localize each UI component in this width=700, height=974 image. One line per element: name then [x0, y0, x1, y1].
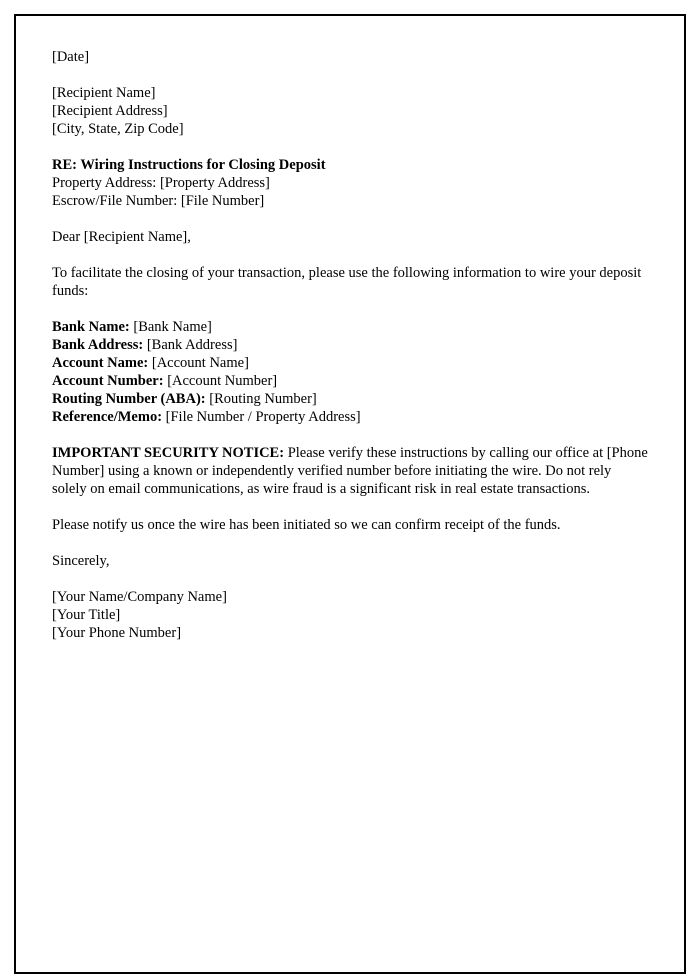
wire-detail-row: [52, 372, 648, 390]
wire-detail-row: [52, 336, 648, 354]
recipient-city-state-zip: [City, State, Zip Code]: [52, 121, 184, 137]
closing-line: Sincerely,: [52, 553, 110, 569]
property-address-label: Property Address:: [52, 175, 157, 191]
security-notice-label: IMPORTANT SECURITY NOTICE:: [52, 445, 285, 461]
wire-detail-row: [52, 408, 648, 426]
account-number-value: [Account Number]: [167, 373, 278, 389]
salutation: Dear [Recipient Name],: [52, 229, 191, 245]
reference-memo-value: [File Number / Property Address]: [165, 409, 361, 425]
account-name-value: [Account Name]: [151, 355, 249, 371]
routing-number-value: [Routing Number]: [209, 391, 317, 407]
escrow-file-label: Escrow/File Number:: [52, 193, 178, 209]
signature-block: [52, 588, 648, 642]
recipient-name: [Recipient Name]: [52, 85, 156, 101]
reference-memo-label: Reference/Memo:: [52, 409, 163, 425]
signature-phone: [Your Phone Number]: [52, 625, 182, 641]
bank-address-value: [Bank Address]: [146, 337, 238, 353]
recipient-block: [52, 84, 648, 138]
security-notice-paragraph: [52, 444, 648, 498]
escrow-file-line: [52, 192, 648, 210]
signature-title: [Your Title]: [52, 607, 121, 623]
bank-name-label: Bank Name:: [52, 319, 130, 335]
account-name-label: Account Name:: [52, 355, 149, 371]
escrow-file-value: [File Number]: [180, 193, 265, 209]
letter-page: [14, 14, 686, 974]
subject-block: [52, 156, 648, 210]
signature-name: [Your Name/Company Name]: [52, 589, 227, 605]
security-notice-text: Please verify these instructions by calling our office at [Phone Number] using a known or independently verified number before initiating the wire. Do not rely solely on email communications, as wire fraud is a significant risk in real estate transactions.: [52, 445, 648, 497]
routing-number-label: Routing Number (ABA):: [52, 391, 206, 407]
date-block: [52, 48, 648, 66]
wire-detail-row: [52, 318, 648, 336]
property-address-value: [Property Address]: [159, 175, 270, 191]
bank-address-label: Bank Address:: [52, 337, 144, 353]
account-number-label: Account Number:: [52, 373, 164, 389]
wire-details-block: [52, 318, 648, 426]
subject-line: RE: Wiring Instructions for Closing Deposit: [52, 157, 326, 173]
date-line: [Date]: [52, 49, 90, 65]
recipient-address: [Recipient Address]: [52, 103, 168, 119]
wire-detail-row: [52, 390, 648, 408]
notify-paragraph: Please notify us once the wire has been initiated so we can confirm receipt of the funds.: [52, 517, 561, 533]
wire-detail-row: [52, 354, 648, 372]
property-address-line: [52, 174, 648, 192]
bank-name-value: [Bank Name]: [133, 319, 212, 335]
intro-paragraph: To facilitate the closing of your transaction, please use the following information to wire your deposit funds:: [52, 265, 642, 299]
